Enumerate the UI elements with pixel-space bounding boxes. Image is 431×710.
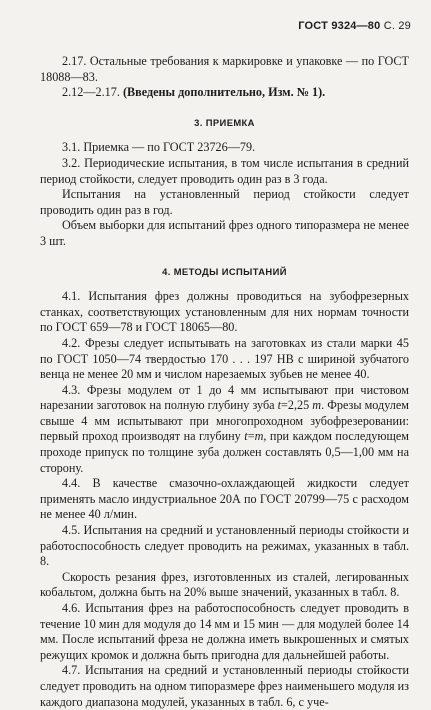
amendment-range: 2.12—2.17. — [62, 85, 123, 100]
text-run: 4.3. Фрезы модулем от 1 до 4 мм испытывают при чистовом нарезании заготовок на полную глубину зуба — [40, 382, 409, 413]
paragraph-4-6: 4.6. Испытания фрез на работоспособность следует проводить в течение 10 мин для модуля до 14 мм и 15 мин — для модулей более 14 мм. После испытаний фреза не должна иметь выкрошенных и смятых режущих кромок и должна быть пригодна для дальнейшей работы. — [40, 601, 409, 662]
paragraph-4-4: 4.4. В качестве смазочно-охлаждающей жидкости следует применять масло индустриальное 20А по ГОСТ 20799—75 с расходом не менее 40 л/мин. — [40, 476, 409, 522]
text-run: =2,25 — [281, 398, 313, 413]
paragraph-2-12-2-17 — [40, 85, 409, 101]
section-heading-test-methods: 4. МЕТОДЫ ИСПЫТАНИЙ — [162, 265, 287, 277]
paragraph-4-3 — [40, 383, 409, 477]
amendment-note: (Введены дополнительно, Изм. № 1). — [122, 85, 326, 100]
document-body — [40, 54, 409, 710]
math-var: t — [277, 398, 282, 413]
paragraph-4-7: 4.7. Испытания на средний и установленный периоды стойкости следует проводить на одном типоразмере фрез наименьшего модуля из каждого диапазона модулей, указанных в табл. 6, с уче- — [40, 663, 409, 709]
paragraph-3-2: 3.2. Периодические испытания, в том числе испытания в средний период стойкости, следует проводить один раз в 3 года. — [40, 155, 409, 186]
paragraph-3-1: 3.1. Приемка — по ГОСТ 23726—79. — [62, 140, 256, 155]
math-var: m — [312, 398, 322, 413]
paragraph-4-1: 4.1. Испытания фрез должны проводиться на зубофрезерных станках, соответствующих установленным для них нормам точности по ГОСТ 659—78 и ГОСТ 18065—80. — [40, 289, 409, 335]
math-var: t — [244, 429, 248, 444]
paragraph-4-5: 4.5. Испытания на средний и установленный периоды стойкости и работоспособность следует проводить на режимах, указанных в табл. 8. — [40, 523, 409, 569]
paragraph-4-2: 4.2. Фрезы следует испытывать на заготовках из стали марки 45 по ГОСТ 1050—74 твердостью 170 . . . 197 НВ с шириной зубчатого венца не менее 20 мм и числом нарезаемых зубьев не менее 40. — [40, 335, 409, 382]
math-var: m — [254, 429, 264, 444]
paragraph-3-3: Испытания на установленный период стойкости следует проводить один раз в год. — [40, 187, 409, 217]
standard-number: ГОСТ 9324—80 — [298, 20, 381, 32]
text-run: . Фрезы модулем свыше 4 мм испытывают при многопроходном зубофрезеровании: первый проход производят на глубину — [40, 398, 409, 444]
text-run: , при каждом последующем проходе припуск по толщине зуба должен составлять 0,5—1,00 мм на сторону. — [40, 429, 410, 475]
page-number: С. 29 — [383, 20, 411, 32]
paragraph-2-17: 2.17. Остальные требования к маркировке и упаковке — по ГОСТ 18088—83. — [40, 54, 409, 84]
paragraph-4-5-cont: Скорость резания фрез, изготовленных из сталей, легированных кобальтом, должна быть на 20% выше значений, указанных в табл. 8. — [40, 569, 409, 600]
section-heading-acceptance: 3. ПРИЕМКА — [194, 116, 255, 128]
paragraph-3-4: Объем выборки для испытаний фрез одного типоразмера не менее 3 шт. — [40, 218, 409, 248]
text-run: = — [247, 429, 255, 444]
page-header — [298, 20, 411, 32]
